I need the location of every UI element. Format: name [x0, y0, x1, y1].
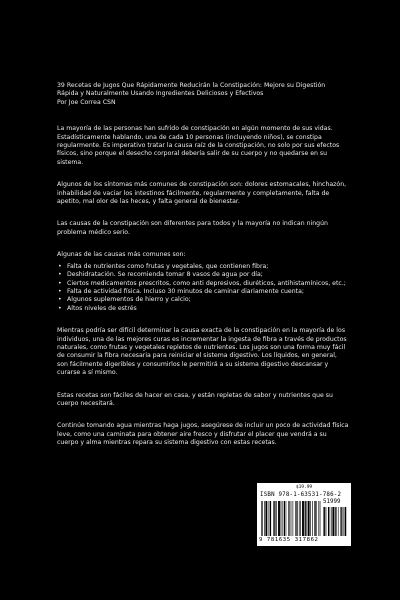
barcode-bars	[261, 501, 321, 536]
isbn-barcode	[257, 483, 351, 546]
barcode-number: 9 781635 317862	[259, 537, 319, 543]
list-item: • Altos niveles de estrés	[57, 305, 349, 313]
list-item: • Ciertos medicamentos prescritos, como anti depresivos, diuréticos, antihistamínicos, etc.;	[57, 280, 349, 288]
causes-list-intro: Algunas de las causas más comunes son:	[57, 251, 186, 259]
paragraph-closing: Continúe tomando agua mientras haga jugos, asegúrese de incluir un poco de actividad física leve, como una caminata para obtener aire fresco y disfrutar el placer que vendrá a su cuerpo y alma mientras repara su sistema digestivo con estas recetas.	[57, 422, 349, 447]
list-item: • Deshidratación. Se recomienda tomar 8 vasos de agua por día;	[57, 271, 349, 279]
title-line-1: 39 Recetas de Jugos Que Rápidamente Reducirán la Constipación: Mejore su Digestión	[57, 82, 326, 89]
paragraph-recipes: Estas recetas son fáciles de hacer en casa, y están repletas de sabor y nutrientes que su cuerpo necesitará.	[57, 391, 333, 407]
addon-barcode-bars	[323, 507, 349, 536]
book-title	[57, 82, 349, 107]
author-line: Por Joe Correa CSN	[57, 98, 116, 106]
causes-list	[57, 263, 349, 313]
paragraph-causes: Las causas de la constipación son diferentes para todos y la mayoría no indican ningún problema médico serio.	[57, 220, 328, 236]
paragraph-intro: La mayoría de las personas han sufrido de constipación en algún momento de sus vidas. Estadísticamente hablando, una de cada 10 personas (incluyendo niños), se constipa regularmente. Es imperativo tratar la causa raíz de la constipación, no solo por sus efectos físicos, sino porque el desecho corporal debería salir de su cuerpo y no quedarse en su sistema.	[57, 125, 340, 166]
list-item: • Algunos suplementos de hierro y calcio;	[57, 296, 349, 304]
paragraph-remedy: Mientras podría ser difícil determinar la causa exacta de la constipación en la mayoría de los individuos, una de las mejores curas es incrementar la ingesta de fibra a través de productos naturales, como frutas y vegetales repletos de nutrientes. Los jugos son una forma muy fácil de consumir la fibra necesaria para reiniciar el sistema digestivo. Los líquidos, en general, son fácilmente digeribles y consumirlos le permitirá a su sistema digestivo descansar y curarse a sí mismo.	[57, 327, 347, 377]
list-item: • Falta de nutrientes como frutas y vegetales, que contienen fibra;	[57, 263, 349, 271]
list-item: • Falta de actividad física. Incluso 30 minutos de caminar diariamente cuenta;	[57, 288, 349, 296]
paragraph-symptoms: Algunos de los síntomas más comunes de constipación son: dolores estomacales, hinchazón, inhabilidad de vaciar los intestinos fácilmente, regularmente y completamente, falta de apetito, mal olor de las heces, y falta general de bienestar.	[57, 181, 347, 206]
price-label: $19.99	[295, 485, 313, 490]
addon-number: 51999	[323, 499, 341, 505]
back-cover-text	[57, 82, 349, 462]
title-line-2: Rápida y Naturalmente Usando Ingredientes Deliciosos y Efectivos	[57, 90, 264, 98]
isbn-label: ISBN 978-1-63531-786-2	[260, 492, 342, 498]
